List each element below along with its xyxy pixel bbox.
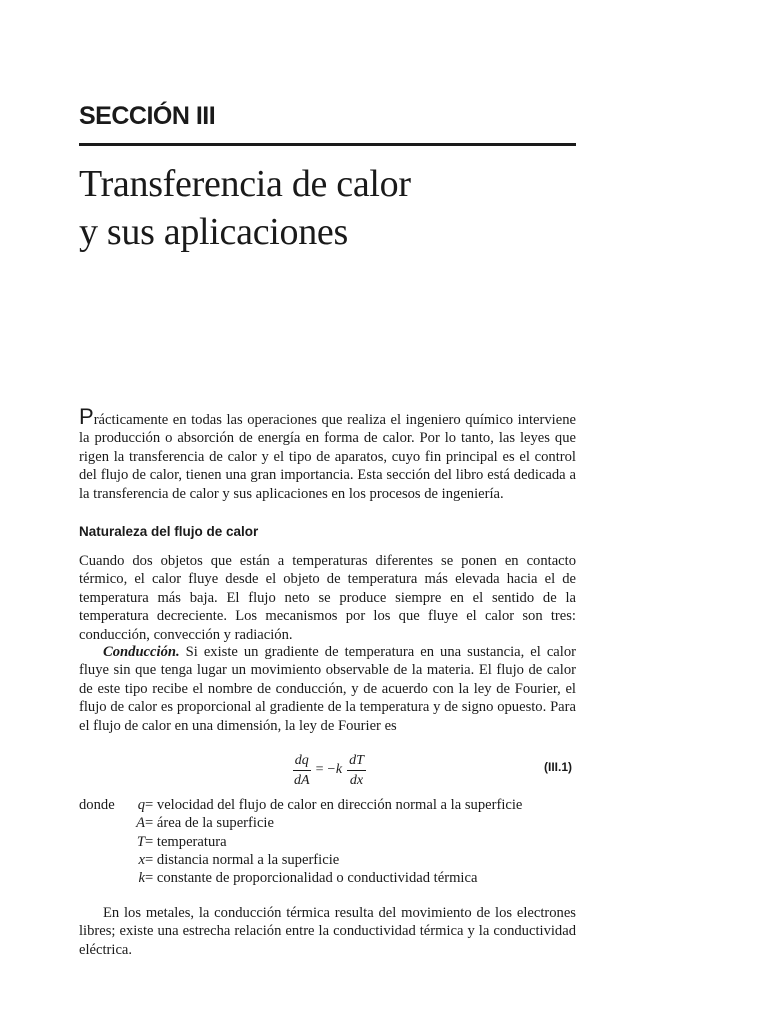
fraction-dT-dx — [345, 752, 368, 789]
fraction-dq-dA — [290, 752, 314, 789]
definition-text: temperatura — [156, 833, 227, 850]
fraction-denominator: dx — [349, 772, 364, 788]
definition-text-wrap — [145, 796, 522, 814]
paragraph-heat-flow: Cuando dos objetos que están a temperaturas diferentes se ponen en contacto térmico, el calor fluye desde el objeto de temperatura más elevada hacia el de temperatura más baja. El flujo neto se produce siempre en el sentido de la temperatura decreciente. Los mecanismos por los que fluye el calor son tres: conducción, convección y radiación. — [79, 553, 576, 643]
section-rule — [79, 143, 576, 146]
chapter-title — [79, 160, 411, 256]
equals-sign: = — [315, 762, 324, 777]
subsection-heading: Naturaleza del flujo de calor — [79, 524, 259, 539]
definition-symbol: T — [136, 833, 145, 850]
equation-number: (III.1) — [544, 760, 573, 774]
definition-text-wrap — [145, 833, 227, 851]
definition-text: área de la superficie — [156, 815, 274, 832]
definition-text-wrap — [145, 869, 477, 887]
intro-paragraph — [79, 404, 576, 503]
definition-equals: = — [145, 797, 157, 813]
title-line-1: Transferencia de calor — [79, 163, 411, 205]
definition-equals: = — [145, 815, 157, 832]
runin-heading-conduction: Conducción. — [103, 644, 180, 660]
definition-text-wrap — [145, 851, 339, 869]
definition-text: distancia normal a la superficie — [156, 851, 340, 868]
conduction-text: Si existe un gradiente de temperatura en una sustancia, el calor fluye sin que tenga lugar un movimiento observable de la materia. El flujo de calor de este tipo recibe el nombre de conducción, y de acuerdo con la ley de Fourier, el flujo de calor es proporcional al gradiente de la temperatura y de signo opuesto. Para el flujo de calor en una dimensión, la ley de Fourier es — [79, 644, 576, 734]
definition-symbol: x — [138, 851, 145, 868]
definition-equals: = — [145, 833, 157, 850]
definition-symbol: k — [138, 870, 145, 887]
title-line-2: y sus aplicaciones — [79, 211, 348, 253]
definition-text: constante de proporcionalidad o conductividad térmica — [156, 870, 478, 887]
fraction-numerator: dq — [293, 752, 311, 771]
intro-text: rácticamente en todas las operaciones que realiza el ingeniero químico interviene la producción o absorción de energía en forma de calor. Por lo tanto, las leyes que rigen la transferencia de calor y el tipo de aparatos, cuyo fin principal es el control del flujo de calor, tienen una gran importancia. Esta sección del libro está dedicada a la transferencia de calor y sus aplicaciones en los procesos de ingeniería. — [79, 412, 576, 502]
definition-symbol: q — [137, 797, 145, 813]
fourier-equation — [290, 748, 368, 792]
fraction-numerator: dT — [347, 752, 366, 771]
fraction-denominator: dA — [294, 772, 310, 788]
paragraph-metals: En los metales, la conducción térmica resulta del movimiento de los electrones libres; existe una estrecha relación entre la conductividad térmica y la conductividad eléctrica. — [79, 905, 576, 958]
dropcap-letter: P — [79, 404, 94, 429]
paragraph-conduction — [79, 643, 576, 735]
definition-symbol: A — [136, 815, 145, 832]
definition-equals: = — [145, 870, 157, 887]
definition-text: velocidad del flujo de calor en dirección normal a la superficie — [156, 797, 523, 813]
definition-text-wrap — [145, 814, 274, 832]
definition-equals: = — [145, 851, 157, 868]
minus-k: −k — [326, 762, 343, 777]
section-label: SECCIÓN III — [79, 102, 216, 130]
definition-lead: donde — [79, 797, 115, 813]
